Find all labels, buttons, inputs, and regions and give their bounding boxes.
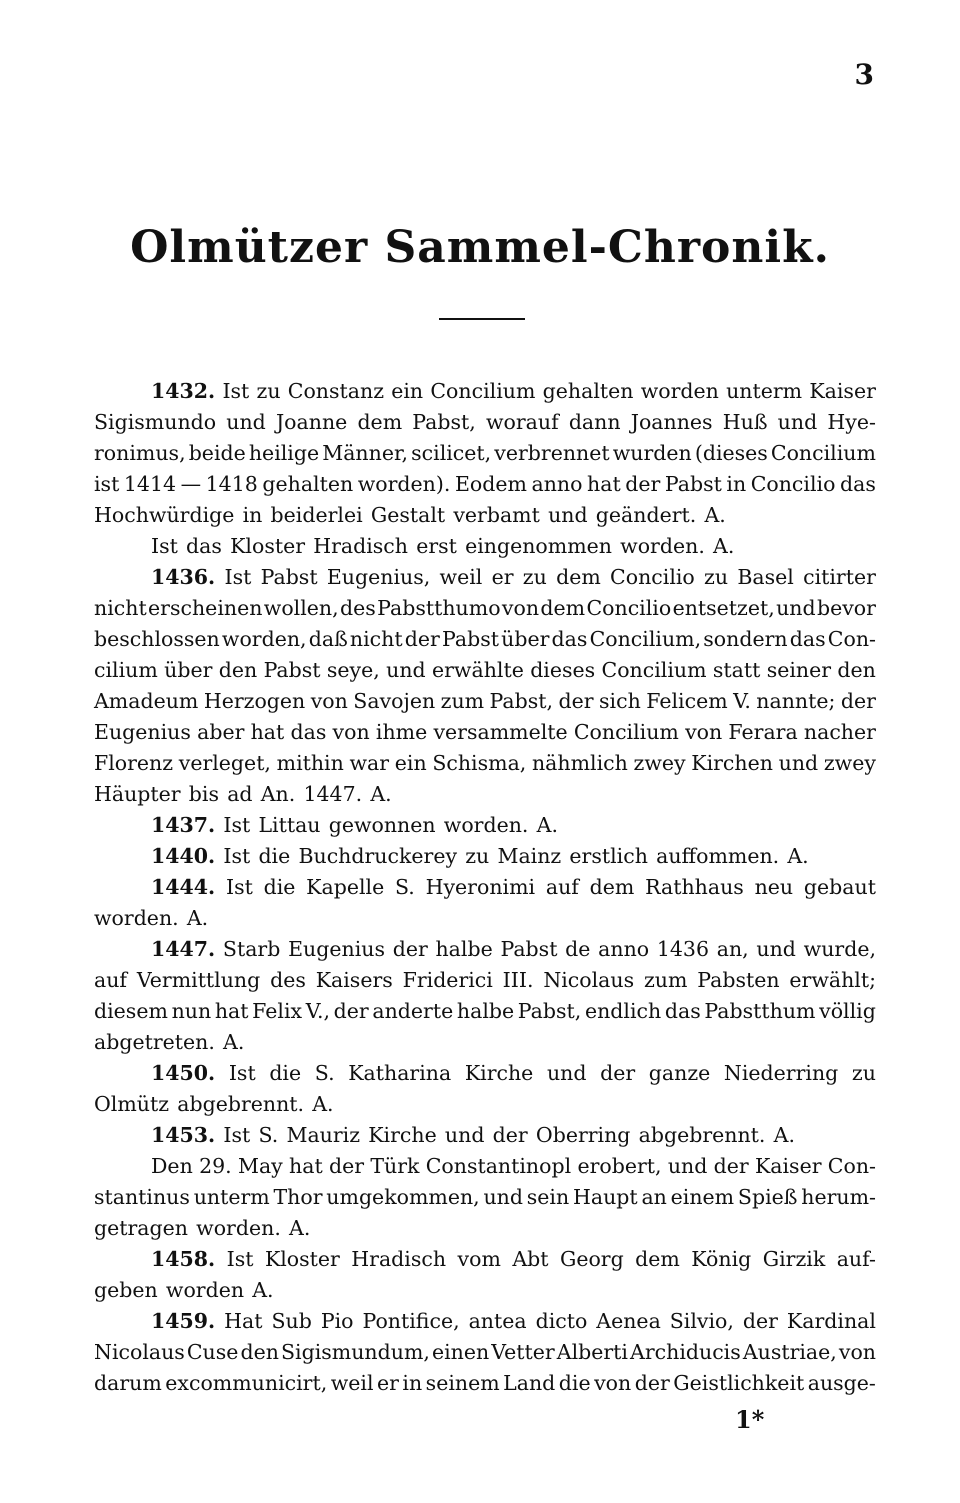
text-line: Olmütz abgebrennt. A. (94, 1092, 334, 1116)
text-line: getragen worden. A. (94, 1216, 311, 1240)
text-line: geben worden A. (94, 1278, 274, 1302)
text-line: Ist das Kloster Hradisch erst eingenommen worden. A. (151, 534, 735, 558)
text-line: Sigismundo und Joanne dem Pabst, worauf dann Joannes Huß und Hye- (94, 410, 876, 434)
signature-mark: 1* (735, 1405, 765, 1434)
text-line: auf Vermittlung des Kaisers Friderici III. Nicolaus zum Pabsten erwählt; (94, 968, 876, 992)
text-line: Amadeum Herzogen von Savojen zum Pabst, der sich Felicem V. nannte; der (94, 689, 876, 713)
text-line: ist 1414 — 1418 gehalten worden). Eodem anno hat der Pabst in Concilio das (94, 472, 876, 496)
text-line: darum excommunicirt, weil er in seinem Land die von der Geistlichkeit ausge- (94, 1371, 876, 1395)
text-line: 1447. Starb Eugenius der halbe Pabst de anno 1436 an, und wurde, (151, 937, 876, 961)
text-line: Den 29. May hat der Türk Constantinopl erobert, und der Kaiser Con- (151, 1154, 876, 1178)
text-line: diesem nun hat Felix V., der anderte halbe Pabst, endlich das Pabstthum völlig (94, 999, 876, 1023)
text-line: worden. A. (94, 906, 209, 930)
text-line: 1436. Ist Pabst Eugenius, weil er zu dem Concilio zu Basel citirter (151, 565, 876, 589)
page-title: Olmützer Sammel-Chronik. (130, 222, 830, 273)
text-line: Häupter bis ad An. 1447. A. (94, 782, 392, 806)
text-line: Eugenius aber hat das von ihme versammelte Concilium von Ferara nacher (94, 720, 876, 744)
text-line: Nicolaus Cuse den Sigismundum, einen Vetter Alberti Archiducis Austriae, von (94, 1340, 876, 1364)
title-divider (439, 318, 525, 320)
chronicle-text (94, 376, 876, 1399)
text-line: beschlossen worden, daß nicht der Pabst über das Concilium, sondern das Con- (94, 627, 876, 651)
text-line: Hochwürdige in beiderlei Gestalt verbamt und geändert. A. (94, 503, 726, 527)
text-line: 1453. Ist S. Mauriz Kirche und der Oberring abgebrennt. A. (151, 1123, 795, 1147)
text-line: 1440. Ist die Buchdruckerey zu Mainz erstlich auffommen. A. (151, 844, 809, 868)
text-line: ronimus, beide heilige Männer, scilicet, verbrennet wurden (dieses Concilium (94, 441, 876, 465)
text-line: stantinus unterm Thor umgekommen, und sein Haupt an einem Spieß herum- (94, 1185, 876, 1209)
text-line: Florenz verleget, mithin war ein Schisma, nähmlich zwey Kirchen und zwey (94, 751, 876, 775)
text-line: 1458. Ist Kloster Hradisch vom Abt Georg dem König Girzik auf- (151, 1247, 876, 1271)
text-line: 1437. Ist Littau gewonnen worden. A. (151, 813, 558, 837)
text-line: 1432. Ist zu Constanz ein Concilium gehalten worden unterm Kaiser (151, 379, 876, 403)
text-line: 1444. Ist die Kapelle S. Hyeronimi auf dem Rathhaus neu gebaut (151, 875, 876, 899)
page-number: 3 (854, 58, 874, 91)
text-line: nicht erscheinen wollen, des Pabstthumo von dem Concilio entsetzet, und bevor (94, 596, 876, 620)
text-line: cilium über den Pabst seye, und erwählte dieses Concilium statt seiner den (94, 658, 876, 682)
text-line: 1450. Ist die S. Katharina Kirche und der ganze Niederring zu (151, 1061, 876, 1085)
text-line: 1459. Hat Sub Pio Pontifice, antea dicto Aenea Silvio, der Kardinal (151, 1309, 876, 1333)
text-line: abgetreten. A. (94, 1030, 245, 1054)
